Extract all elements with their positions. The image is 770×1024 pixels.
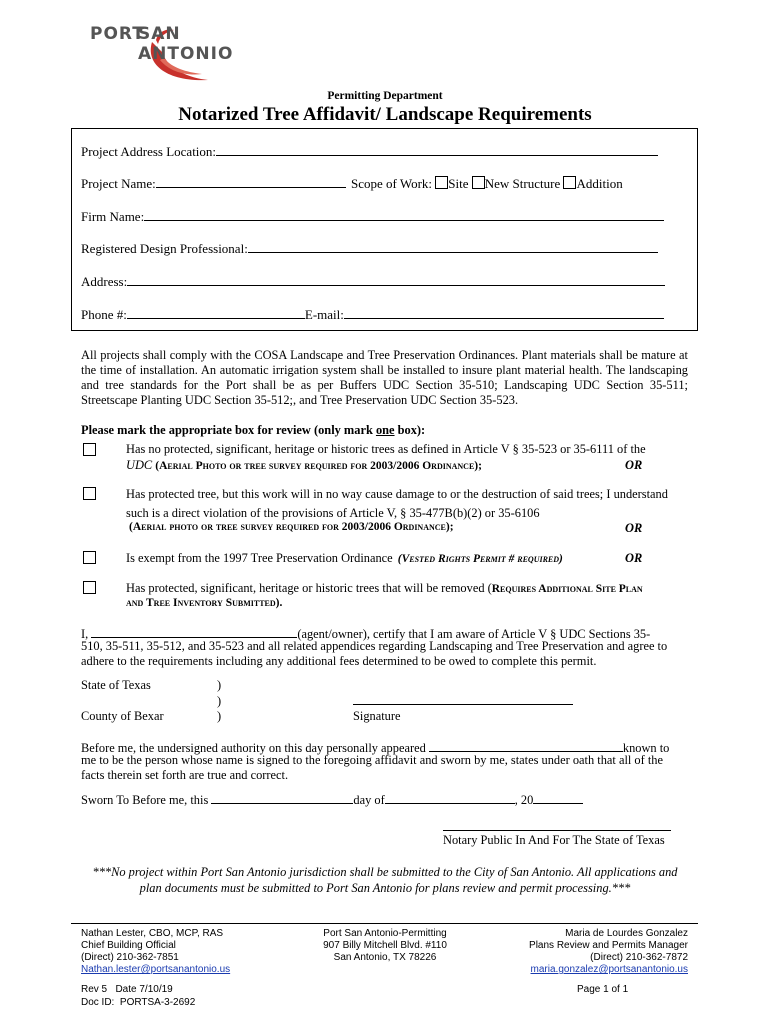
county-label: County of Bexar bbox=[81, 709, 164, 723]
certify-i: I, bbox=[81, 627, 89, 641]
footer-rule bbox=[71, 923, 698, 924]
phone-field[interactable] bbox=[127, 305, 305, 319]
footer-center-org: Port San Antonio-Permitting bbox=[323, 928, 447, 939]
option-2-or: OR bbox=[625, 521, 643, 535]
mark-heading bbox=[81, 423, 425, 438]
year-field[interactable] bbox=[533, 790, 583, 804]
option-3-line bbox=[126, 551, 563, 566]
address-field[interactable] bbox=[127, 272, 665, 286]
project-name-label: Project Name: bbox=[81, 176, 156, 191]
day-of-label: day of bbox=[353, 793, 385, 807]
footer-rev: Rev 5 Date 7/10/19 bbox=[81, 984, 173, 995]
agent-owner-field[interactable] bbox=[91, 624, 297, 638]
site-checkbox[interactable] bbox=[435, 176, 448, 189]
phone-row bbox=[81, 305, 664, 323]
logo-port: PORT bbox=[90, 24, 145, 44]
certify-line-3: adhere to the requirements including any additional fees determined to be owed to complete this permit. bbox=[81, 654, 597, 668]
option-1-req bbox=[126, 458, 482, 473]
footer-left-email[interactable]: Nathan.lester@portsanantonio.us bbox=[81, 964, 231, 975]
firm-field[interactable] bbox=[144, 207, 664, 221]
option-4-required-1: Requires Additional Site Plan bbox=[491, 583, 643, 595]
footer-right-phone: (Direct) 210-362-7872 bbox=[590, 952, 688, 963]
option-1-required: (Aerial Photo or tree survey required for 2003/2006 Ordinance); bbox=[155, 460, 482, 472]
mark-suffix: box): bbox=[394, 423, 426, 437]
footer-right-email[interactable]: maria.gonzalez@portsanantonio.us bbox=[530, 964, 688, 975]
option-4-text: Has protected, significant, heritage or historic trees that will be removed ( bbox=[126, 581, 492, 595]
new-structure-checkbox[interactable] bbox=[472, 176, 485, 189]
logo-name: SAN ANTONIO bbox=[138, 24, 234, 64]
mark-one: one bbox=[375, 423, 395, 437]
mark-prefix: Please mark the appropriate box for review (only mark bbox=[81, 423, 376, 437]
address-label: Address: bbox=[81, 274, 128, 289]
site-label: Site bbox=[448, 176, 469, 191]
addition-label: Addition bbox=[576, 176, 623, 191]
option-3-text: Is exempt from the 1997 Tree Preservation Ordinance bbox=[126, 551, 393, 565]
month-field[interactable] bbox=[385, 790, 515, 804]
new-structure-label: New Structure bbox=[484, 176, 561, 191]
appeared-name-field[interactable] bbox=[429, 738, 623, 752]
option-1-text: Has no protected, significant, heritage or historic trees as defined in Article V § 35-523 or 35-6111 of the bbox=[126, 442, 646, 456]
paren-3: ) bbox=[217, 709, 222, 723]
signature-line[interactable] bbox=[353, 704, 573, 705]
paren-1: ) bbox=[217, 678, 222, 692]
port-logo bbox=[90, 20, 250, 90]
state-label: State of Texas bbox=[81, 678, 151, 692]
footer-doc-id: Doc ID: PORTSA-3-2692 bbox=[81, 997, 196, 1008]
sworn-day-field[interactable] bbox=[211, 790, 353, 804]
department: Permitting Department bbox=[327, 90, 443, 102]
intro-paragraph: All projects shall comply with the COSA Landscape and Tree Preservation Ordinances. Plant materials shall be mature at the time of installation. An automatic irrigation system shall be installed to insure plant material health. The landscaping and tree standards for the Port shall be as per Buffers UDC Section 35-510; Landscaping UDC Section 35-511; Streetscape Planting UDC Section 35-512;, and Tree Preservation UDC Section 35-523. bbox=[81, 348, 688, 407]
scope-label: Scope of Work: bbox=[350, 176, 433, 191]
option-2-text: Has protected tree, but this work will in no way cause damage to or the destruction of said trees; I understand bbox=[126, 487, 668, 501]
email-label: E-mail: bbox=[304, 307, 344, 322]
jurisdiction-note: ***No project within Port San Antonio jurisdiction shall be submitted to the City of San Antonio. All applications and plan documents must be submitted to Port San Antonio for plans review and permit processing.*** bbox=[92, 865, 678, 895]
certify-line-2: 510, 35-511, 35-512, and 35-523 and all related appendices regarding Landscaping and Tree Preservation and agree to bbox=[81, 639, 668, 653]
option-1-checkbox[interactable] bbox=[83, 443, 96, 456]
footer-center-city: San Antonio, TX 78226 bbox=[333, 952, 437, 963]
footer-left bbox=[81, 928, 230, 976]
sworn-label: Sworn To Before me, this bbox=[81, 793, 209, 807]
rdp-row bbox=[81, 239, 658, 257]
footer-left-phone: (Direct) 210-362-7851 bbox=[81, 952, 179, 963]
option-4-line bbox=[126, 581, 643, 596]
year-label: , 20 bbox=[514, 793, 534, 807]
footer-page: Page 1 of 1 bbox=[577, 984, 629, 995]
project-address-label: Project Address Location: bbox=[81, 144, 217, 159]
addition-checkbox[interactable] bbox=[563, 176, 576, 189]
footer-right bbox=[470, 928, 688, 976]
sworn-line bbox=[81, 790, 583, 808]
option-4-required-2: and Tree Inventory Submitted). bbox=[126, 597, 283, 609]
firm-row bbox=[81, 207, 664, 225]
page-title: Notarized Tree Affidavit/ Landscape Requirements bbox=[178, 104, 592, 125]
rdp-label: Registered Design Professional: bbox=[81, 241, 248, 256]
footer-right-name: Maria de Lourdes Gonzalez bbox=[565, 928, 688, 939]
option-3-required: (Vested Rights Permit # required) bbox=[397, 553, 563, 565]
signature-label: Signature bbox=[353, 709, 401, 723]
option-1-udc: UDC bbox=[126, 458, 153, 472]
option-3-or: OR bbox=[625, 551, 643, 565]
option-2-text2: such is a direct violation of the provisions of Article V, § 35-477B(b)(2) or 35-6106 bbox=[126, 506, 540, 520]
footer-left-title: Chief Building Official bbox=[81, 940, 176, 951]
footer-right-title: Plans Review and Permits Manager bbox=[529, 940, 688, 951]
option-3-checkbox[interactable] bbox=[83, 551, 96, 564]
phone-label: Phone #: bbox=[81, 307, 127, 322]
project-address-row bbox=[81, 142, 658, 160]
project-name-row bbox=[81, 174, 623, 192]
notary-text-1b: known to bbox=[622, 741, 670, 755]
option-2-required: (Aerial photo or tree survey required for 2003/2006 Ordinance); bbox=[129, 521, 454, 533]
footer-center-street: 907 Billy Mitchell Blvd. #110 bbox=[323, 940, 447, 951]
rdp-field[interactable] bbox=[248, 239, 658, 253]
email-field[interactable] bbox=[344, 305, 664, 319]
notary-public-label: Notary Public In And For The State of Texas bbox=[443, 833, 665, 847]
certify-text-1: (agent/owner), certify that I am aware of Article V § UDC Sections 35- bbox=[297, 627, 651, 641]
notary-line-3: facts therein set forth are true and correct. bbox=[81, 768, 289, 782]
option-2-checkbox[interactable] bbox=[83, 487, 96, 500]
firm-label: Firm Name: bbox=[81, 209, 145, 224]
footer-left-name: Nathan Lester, CBO, MCP, RAS bbox=[81, 928, 224, 939]
footer-center bbox=[285, 928, 485, 964]
project-name-field[interactable] bbox=[156, 174, 346, 188]
option-4-checkbox[interactable] bbox=[83, 581, 96, 594]
notary-line-2: me to be the person whose name is signed to the foregoing affidavit and sworn by me, states under oath that all of the bbox=[81, 753, 663, 767]
address-row bbox=[81, 272, 665, 290]
paren-2: ) bbox=[217, 694, 222, 708]
option-1-or: OR bbox=[625, 458, 643, 472]
notary-signature-line[interactable] bbox=[443, 830, 671, 831]
notary-text-1a: Before me, the undersigned authority on this day personally appeared bbox=[81, 741, 426, 755]
project-address-field[interactable] bbox=[216, 142, 658, 156]
